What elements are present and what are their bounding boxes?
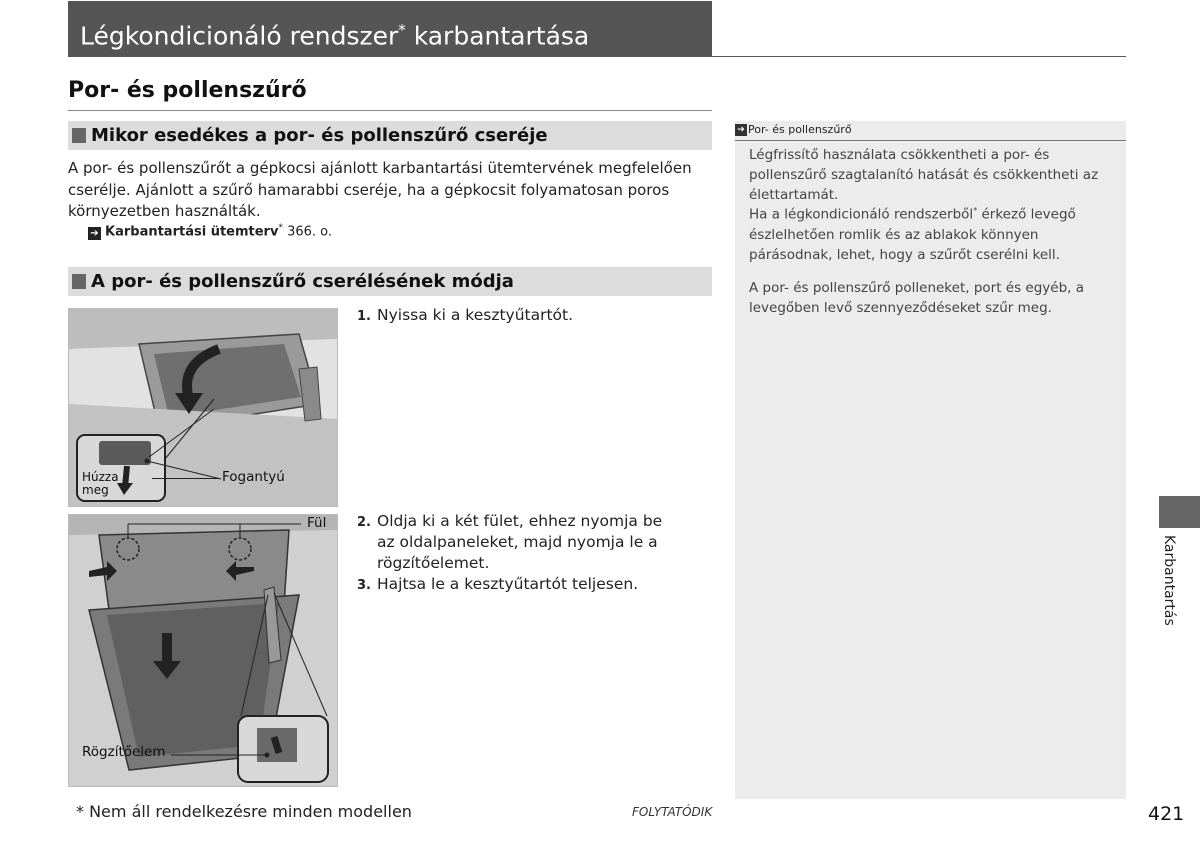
chapter-title-bar <box>68 1 712 57</box>
note-text: érkező levegő észlelhetően romlik és az ablakok könnyen párásodnak, lehet, hogy a szűrőt cserélni kell. <box>749 206 1076 263</box>
note-paragraph-1: Légfrissítő használata csökkentheti a por- és pollenszűrő szagtalanító hatását és csökkentheti az élettartamát. <box>749 147 1099 203</box>
page-heading: Por- és pollenszűrő <box>68 78 307 103</box>
step-number: 1. <box>357 309 371 324</box>
title-rule <box>712 56 1126 57</box>
step-number: 3. <box>357 578 371 593</box>
note-mark: * <box>973 206 978 215</box>
pull-label: Húzza meg <box>82 470 119 497</box>
page-number: 421 <box>1148 803 1185 825</box>
footnote: * Nem áll rendelkezésre minden modellen <box>76 802 412 821</box>
chapter-tab-label-box <box>1159 535 1183 625</box>
tab-label: Fül <box>307 515 327 531</box>
section-when-to-replace <box>68 121 712 150</box>
notes-title: Por- és pollenszűrő <box>748 123 852 136</box>
step-3 <box>357 574 677 596</box>
chapter-title-rest: karbantartása <box>413 21 590 51</box>
reference-label: Karbantartási ütemterv <box>105 224 279 240</box>
chapter-title-mark: * <box>398 21 406 39</box>
handle-leader-line <box>152 478 220 479</box>
section-how-to-replace <box>68 267 712 296</box>
step-1 <box>357 305 677 327</box>
reference-page: 366. o. <box>287 224 333 240</box>
chapter-tab[interactable] <box>1159 496 1200 528</box>
stopper-label: Rögzítőelem <box>82 744 166 760</box>
step-text: Oldja ki a két fület, ehhez nyomja be az oldalpaneleket, majd nyomja le a rögzítőelemet. <box>377 512 663 572</box>
section-paragraph: A por- és pollenszűrőt a gépkocsi ajánlott karbantartási ütemtervének megfelelően cserélje. Ajánlott a szűrő hamarabbi cseréje, ha a gépkocsit folyamatosan poros környezetben használták. <box>68 159 692 220</box>
note-paragraph-3: A por- és pollenszűrő polleneket, port és egyéb, a levegőben levő szennyeződéseket szűr meg. <box>749 280 1085 316</box>
notes-arrow-icon: ➔ <box>735 124 747 136</box>
chapter-tab-label: Karbantartás <box>1161 535 1177 626</box>
cross-reference[interactable] <box>88 223 332 240</box>
section-square-icon <box>72 128 86 143</box>
chapter-title-text: Légkondicionáló rendszer <box>80 21 399 51</box>
heading-rule <box>68 110 712 111</box>
step-text: Hajtsa le a kesztyűtartót teljesen. <box>377 575 639 593</box>
step-number: 2. <box>357 515 371 530</box>
step-text: Nyissa ki a kesztyűtartót. <box>377 306 574 324</box>
section-square-icon <box>72 274 86 289</box>
note-text: Ha a légkondicionáló rendszerből <box>749 206 974 223</box>
handle-label: Fogantyú <box>222 469 285 485</box>
chapter-title <box>80 21 589 50</box>
reference-arrow-icon: ➔ <box>88 227 101 240</box>
note-paragraph-2 <box>749 201 1119 265</box>
continued-label: FOLYTATÓDIK <box>632 805 713 819</box>
reference-mark: * <box>278 223 283 233</box>
section-title: Mikor esedékes a por- és pollenszűrő cseréje <box>91 125 548 146</box>
notes-header <box>735 121 1126 141</box>
step-2 <box>357 511 677 574</box>
section-title: A por- és pollenszűrő cserélésének módja <box>91 271 514 292</box>
